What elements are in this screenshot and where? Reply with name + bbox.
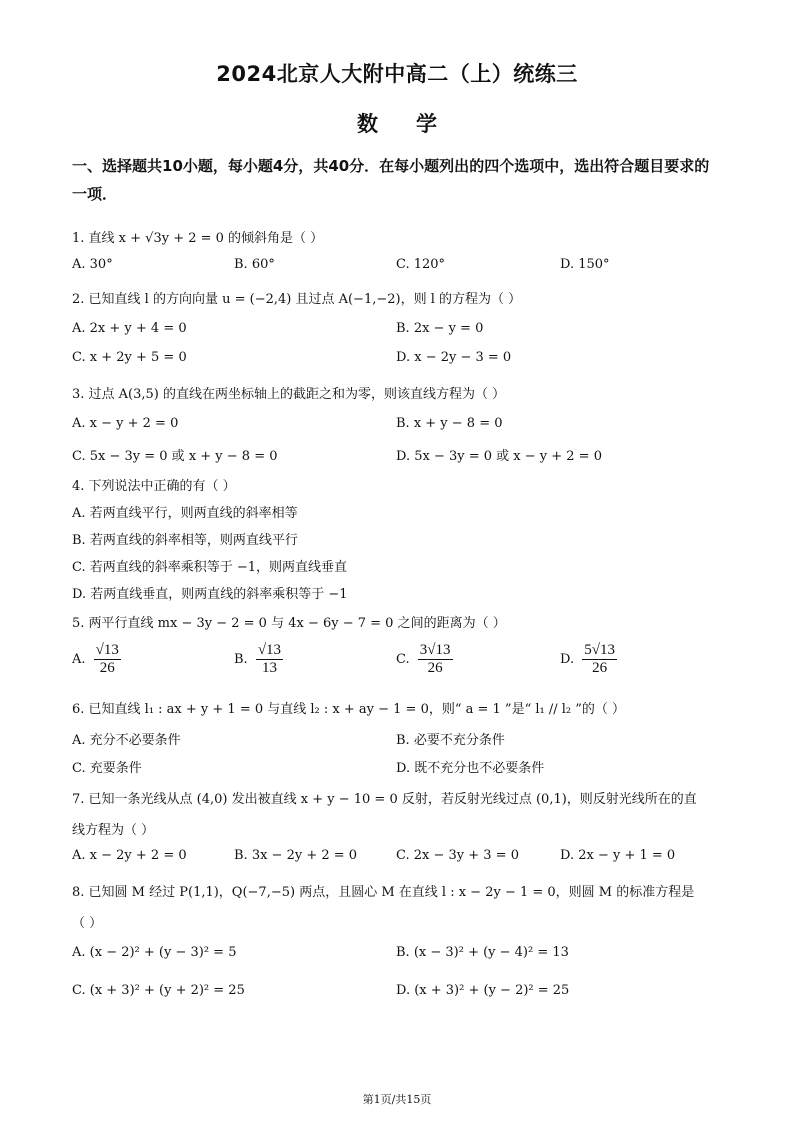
question-7-option-b: B. 3x − 2y + 2 = 0 xyxy=(234,848,358,863)
question-4-option-b: B. 若两直线的斜率相等，则两直线平行 xyxy=(72,533,298,548)
question-1-stem: 1. 直线 x + √3y + 2 = 0 的倾斜角是（ ） xyxy=(72,231,324,246)
fraction xyxy=(94,642,121,677)
question-2-option-a: A. 2x + y + 4 = 0 xyxy=(72,321,187,336)
page-title: 2024北京人大附中高二（上）统练三 xyxy=(216,62,578,86)
question-6-option-c: C. 充要条件 xyxy=(72,761,142,776)
question-3-option-a: A. x − y + 2 = 0 xyxy=(72,416,179,431)
question-5-option-d xyxy=(560,642,617,677)
question-8-stem-continued: （ ） xyxy=(72,916,103,931)
question-5-stem: 5. 两平行直线 mx − 3y − 2 = 0 与 4x − 6y − 7 = 0 之间的距离为（ ） xyxy=(72,616,506,631)
option-label: A. xyxy=(72,652,86,667)
numerator: 5√13 xyxy=(584,642,615,658)
question-1-option-a: A. 30° xyxy=(72,257,113,272)
section-heading: 一、选择题共10小题，每小题4分，共40分．在每小题列出的四个选项中，选出符合题目要求的一项． xyxy=(72,157,710,203)
question-7-stem-continued: 线方程为（ ） xyxy=(72,823,155,838)
option-label: C. xyxy=(396,652,410,667)
question-6-option-d: D. 既不充分也不必要条件 xyxy=(396,761,545,776)
question-4-option-a: A. 若两直线平行，则两直线的斜率相等 xyxy=(72,506,298,521)
question-6-stem: 6. 已知直线 l₁ : ax + y + 1 = 0 与直线 l₂ : x + ay − 1 = 0，则“ a = 1 ”是“ l₁ // l₂ ”的（ ） xyxy=(72,702,626,717)
question-4-stem: 4. 下列说法中正确的有（ ） xyxy=(72,479,236,494)
question-6-option-a: A. 充分不必要条件 xyxy=(72,733,181,748)
question-8-option-b: B. (x − 3)² + (y − 4)² = 13 xyxy=(396,945,569,960)
question-2-stem: 2. 已知直线 l 的方向向量 u = (−2,4) 且过点 A(−1,−2)，则 l 的方程为（ ） xyxy=(72,292,522,307)
question-3-stem: 3. 过点 A(3,5) 的直线在两坐标轴上的截距之和为零，则该直线方程为（ ） xyxy=(72,387,506,402)
question-2-option-b: B. 2x − y = 0 xyxy=(396,321,484,336)
question-8-option-a: A. (x − 2)² + (y − 3)² = 5 xyxy=(72,945,237,960)
question-8-stem: 8. 已知圆 M 经过 P(1,1)，Q(−7,−5) 两点，且圆心 M 在直线 l : x − 2y − 1 = 0，则圆 M 的标准方程是 xyxy=(72,885,695,900)
question-1-option-c: C. 120° xyxy=(396,257,446,272)
question-4-option-c: C. 若两直线的斜率乘积等于 −1，则两直线垂直 xyxy=(72,560,348,575)
question-3-option-d: D. 5x − 3y = 0 或 x − y + 2 = 0 xyxy=(396,449,602,464)
question-5-option-c xyxy=(396,642,453,677)
question-2-option-c: C. x + 2y + 5 = 0 xyxy=(72,350,187,365)
numerator: √13 xyxy=(95,642,119,658)
question-7-option-a: A. x − 2y + 2 = 0 xyxy=(72,848,187,863)
question-1-option-b: B. 60° xyxy=(234,257,275,272)
question-7-option-d: D. 2x − y + 1 = 0 xyxy=(560,848,676,863)
fraction xyxy=(256,642,283,677)
question-5-option-b xyxy=(234,642,283,677)
question-7-option-c: C. 2x − 3y + 3 = 0 xyxy=(396,848,519,863)
question-3-option-b: B. x + y − 8 = 0 xyxy=(396,416,503,431)
question-2-option-d: D. x − 2y − 3 = 0 xyxy=(396,350,512,365)
question-1-option-d: D. 150° xyxy=(560,257,610,272)
numerator: √13 xyxy=(257,642,282,658)
page-number: 第1页/共15页 xyxy=(362,1093,432,1106)
question-8-option-c: C. (x + 3)² + (y + 2)² = 25 xyxy=(72,983,245,998)
option-label: D. xyxy=(560,652,575,667)
question-6-option-b: B. 必要不充分条件 xyxy=(396,733,505,748)
denominator: 13 xyxy=(261,660,277,676)
question-7-stem: 7. 已知一条光线从点 (4,0) 发出被直线 x + y − 10 = 0 反射，若反射光线过点 (0,1)，则反射光线所在的直 xyxy=(72,792,697,807)
question-8-option-d: D. (x + 3)² + (y − 2)² = 25 xyxy=(396,983,570,998)
denominator: 26 xyxy=(592,660,608,676)
option-label: B. xyxy=(234,652,248,667)
fraction xyxy=(582,642,617,677)
denominator: 26 xyxy=(427,660,443,676)
numerator: 3√13 xyxy=(419,642,451,658)
subject-title: 数学 xyxy=(357,112,475,136)
question-3-option-c: C. 5x − 3y = 0 或 x + y − 8 = 0 xyxy=(72,449,278,464)
question-4-option-d: D. 若两直线垂直，则两直线的斜率乘积等于 −1 xyxy=(72,587,348,602)
question-5-option-a xyxy=(72,642,121,677)
fraction xyxy=(418,642,453,677)
denominator: 26 xyxy=(99,660,115,676)
